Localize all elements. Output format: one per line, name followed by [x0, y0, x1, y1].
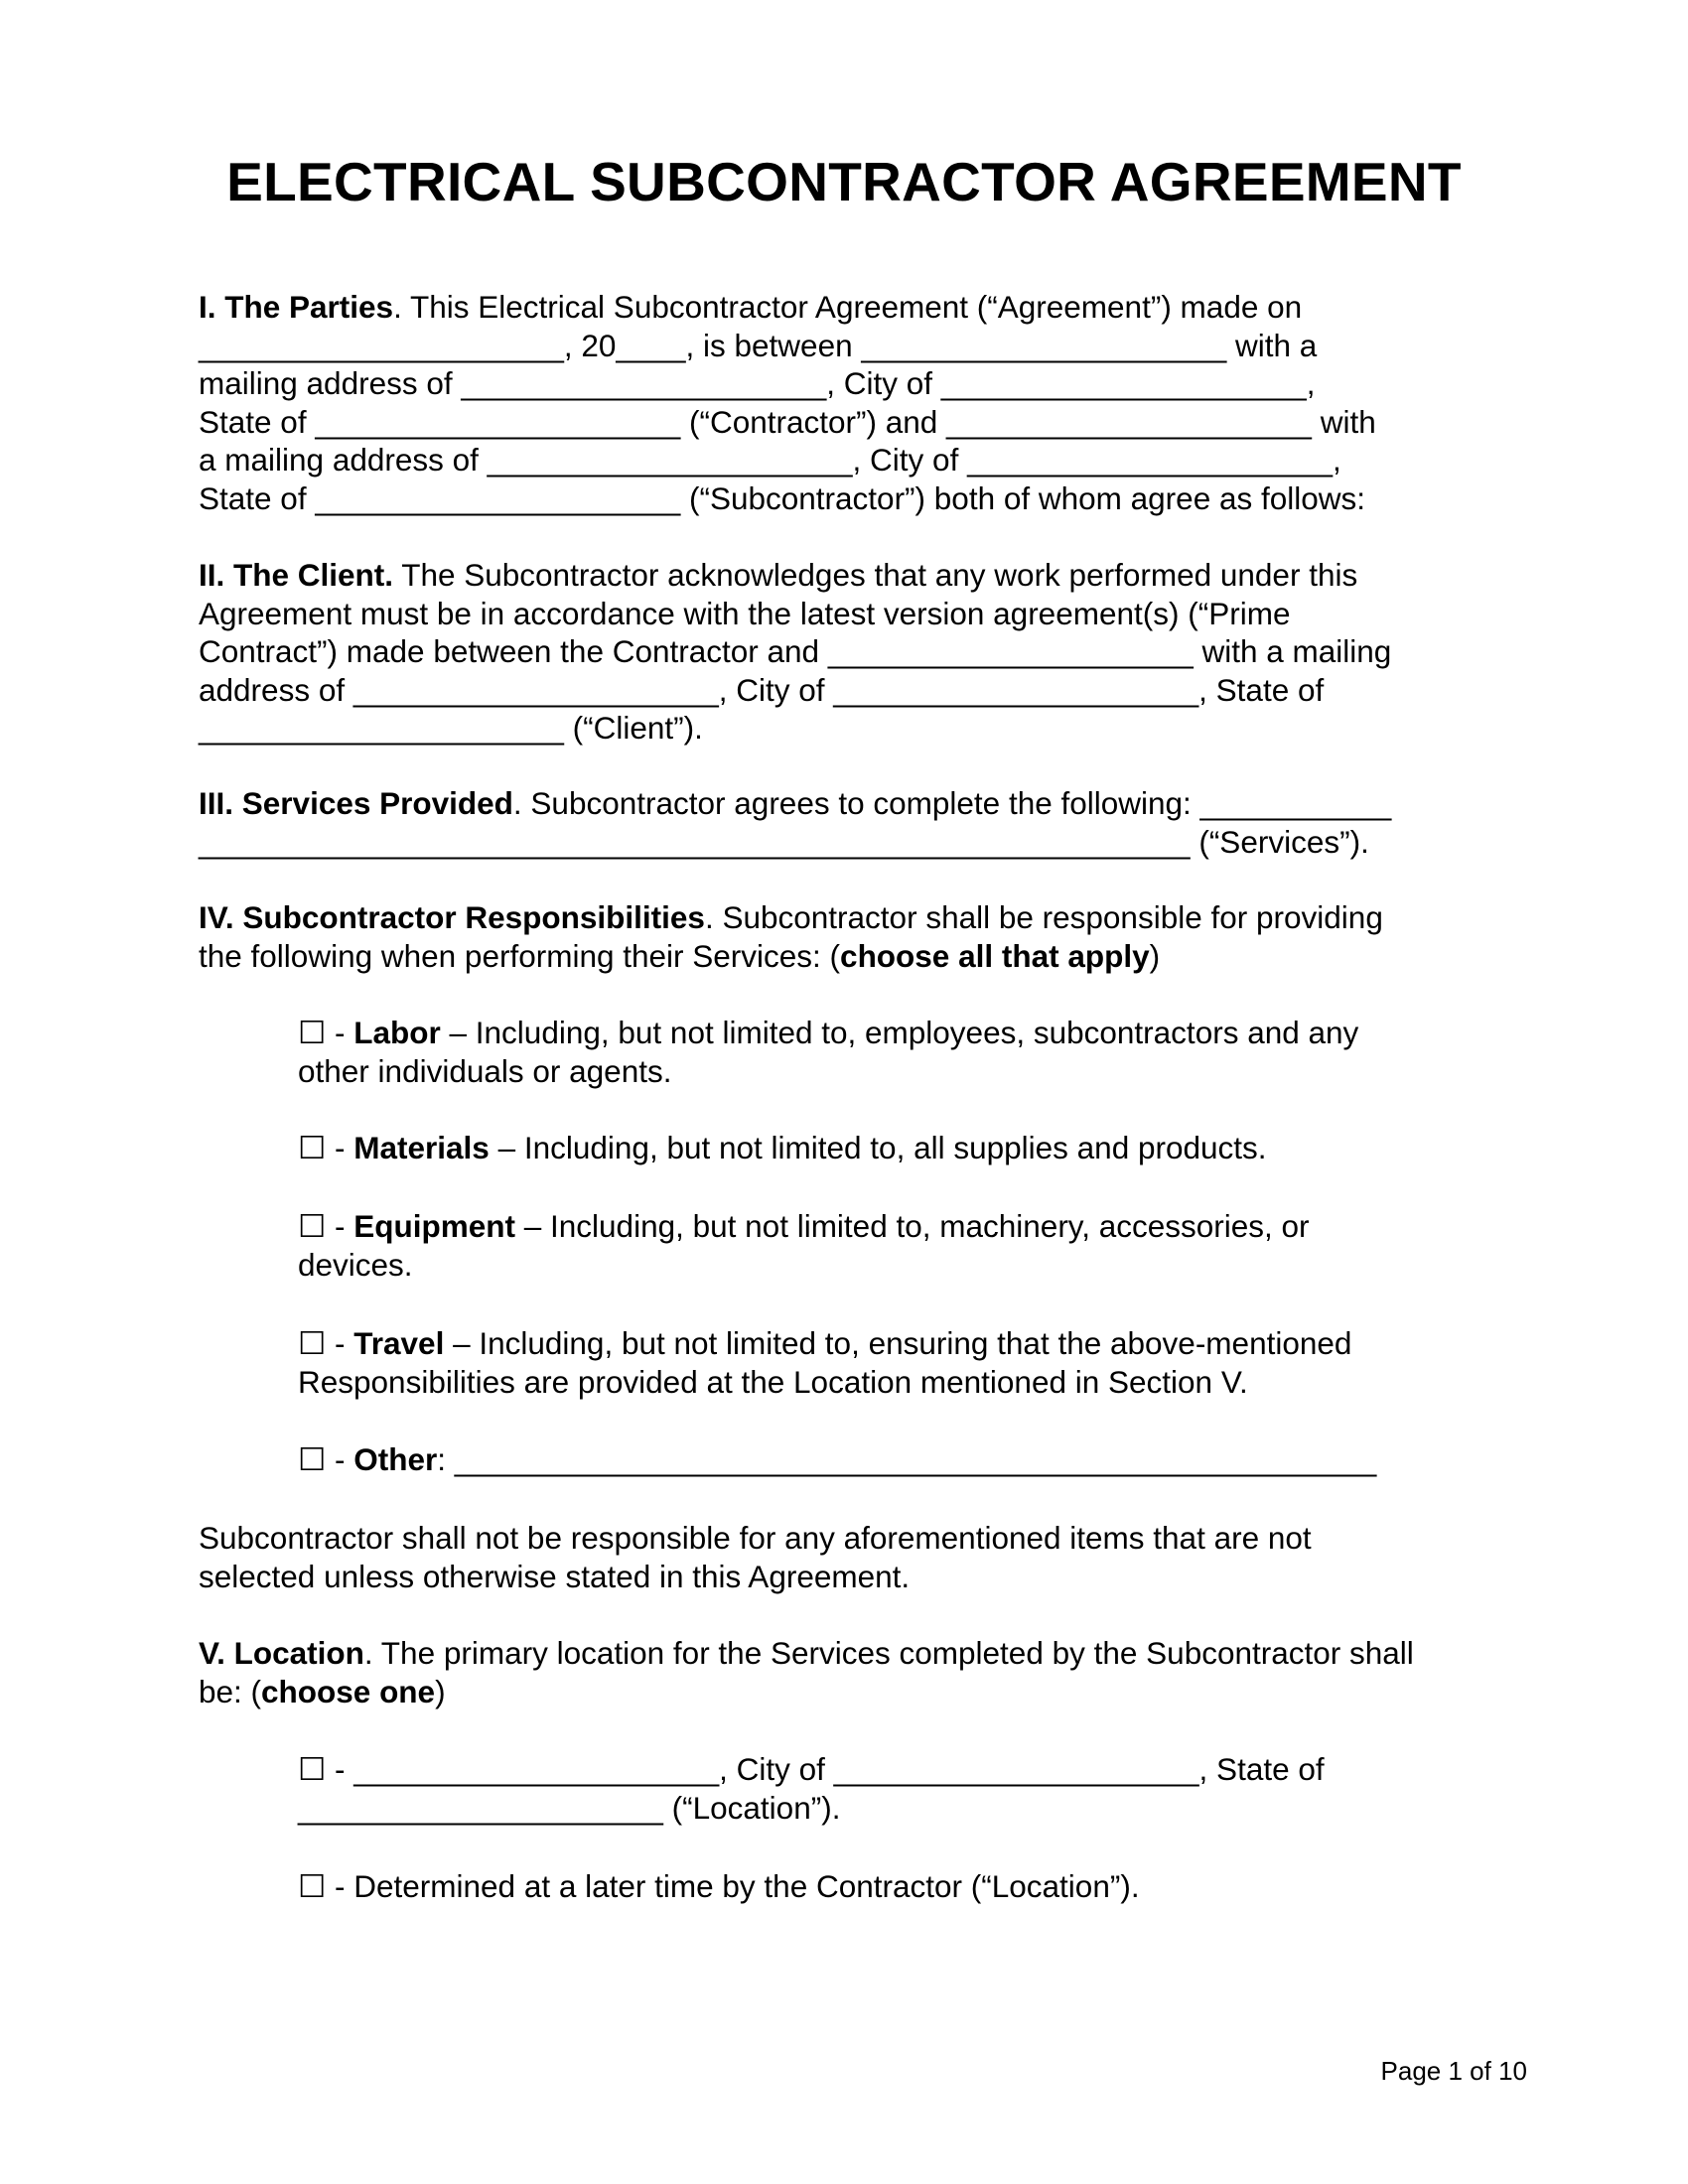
document-title: ELECTRICAL SUBCONTRACTOR AGREEMENT — [226, 151, 1462, 212]
option-other: ☐ - Other: _____________________________________________________ — [298, 1441, 1377, 1477]
equipment-label: Equipment — [353, 1208, 515, 1244]
services-line-2: _________________________________________________________ (“Services”). — [199, 823, 1369, 860]
responsibilities-note: Subcontractor shall not be responsible for any aforementioned items that are not selected unless otherwise stated in this Agreement. — [199, 1520, 1312, 1594]
location-line-2: be: (choose one) — [199, 1673, 446, 1709]
parties-line-4: State of _____________________ (“Contractor”) and _____________________ with — [199, 403, 1376, 440]
location-option-address: ☐ - _____________________, City of _____________________, State of _____________________ (“Location”). — [298, 1751, 1325, 1826]
client-line-4: address of _____________________, City of _____________________, State of — [199, 671, 1325, 708]
other-checkbox[interactable]: ☐ — [298, 1441, 327, 1477]
other-blank[interactable]: : _____________________________________________________ — [437, 1441, 1377, 1477]
option-travel: ☐ - Travel – Including, but not limited to, ensuring that the above-mentioned Responsibilities are provided at the Location mentioned in Section V. — [298, 1325, 1352, 1400]
parties-line-1: I. The Parties. This Electrical Subcontractor Agreement (“Agreement”) made on — [199, 289, 1303, 325]
labor-checkbox[interactable]: ☐ — [298, 1015, 327, 1050]
section-responsibilities — [199, 898, 1489, 975]
client-heading: II. The Client. — [199, 557, 394, 593]
equipment-checkbox[interactable]: ☐ — [298, 1208, 327, 1244]
section-parties — [199, 288, 1489, 517]
parties-line-5: a mailing address of _____________________, City of _____________________, — [199, 442, 1341, 478]
location-option-later: ☐ - Determined at a later time by the Contractor (“Location”). — [298, 1868, 1140, 1904]
location-heading: V. Location — [199, 1635, 364, 1671]
parties-line-2: _____________________, 20____, is between _____________________ with a — [199, 327, 1318, 363]
option-equipment: ☐ - Equipment – Including, but not limited to, machinery, accessories, or devices. — [298, 1208, 1310, 1283]
services-line-1: III. Services Provided. Subcontractor agrees to complete the following: ___________ — [199, 785, 1392, 821]
page-number: Page 1 of 10 — [1380, 2056, 1527, 2086]
other-label: Other — [353, 1441, 438, 1477]
client-line-5: _____________________ (“Client”). — [199, 710, 703, 746]
responsibilities-line-2: the following when performing their Services: (choose all that apply) — [199, 937, 1161, 974]
client-line-1: II. The Client. The Subcontractor acknowledges that any work performed under this — [199, 557, 1358, 593]
section-location — [199, 1634, 1489, 1710]
services-heading: III. Services Provided — [199, 785, 513, 821]
location-later-checkbox[interactable]: ☐ — [298, 1868, 327, 1904]
location-address-checkbox[interactable]: ☐ — [298, 1751, 327, 1787]
travel-label: Travel — [353, 1325, 445, 1361]
section-client — [199, 556, 1489, 748]
option-materials: ☐ - Materials – Including, but not limited to, all supplies and products. — [298, 1130, 1267, 1165]
client-line-2: Agreement must be in accordance with the latest version agreement(s) (“Prime — [199, 595, 1291, 631]
materials-checkbox[interactable]: ☐ — [298, 1130, 327, 1165]
option-labor: ☐ - Labor – Including, but not limited to, employees, subcontractors and any other individuals or agents. — [298, 1015, 1359, 1089]
location-line-1: V. Location. The primary location for the Services completed by the Subcontractor shall — [199, 1635, 1414, 1671]
parties-heading: I. The Parties — [199, 289, 394, 325]
parties-line-3: mailing address of _____________________, City of _____________________, — [199, 365, 1316, 401]
parties-line-6: State of _____________________ (“Subcontractor”) both of whom agree as follows: — [199, 479, 1366, 516]
travel-checkbox[interactable]: ☐ — [298, 1325, 327, 1361]
responsibilities-heading: IV. Subcontractor Responsibilities — [199, 899, 705, 935]
client-line-3: Contract”) made between the Contractor and _____________________ with a mailing — [199, 633, 1392, 669]
section-services — [199, 784, 1489, 861]
materials-label: Materials — [353, 1130, 490, 1165]
responsibilities-line-1: IV. Subcontractor Responsibilities. Subcontractor shall be responsible for providing — [199, 899, 1383, 935]
labor-label: Labor — [353, 1015, 441, 1050]
